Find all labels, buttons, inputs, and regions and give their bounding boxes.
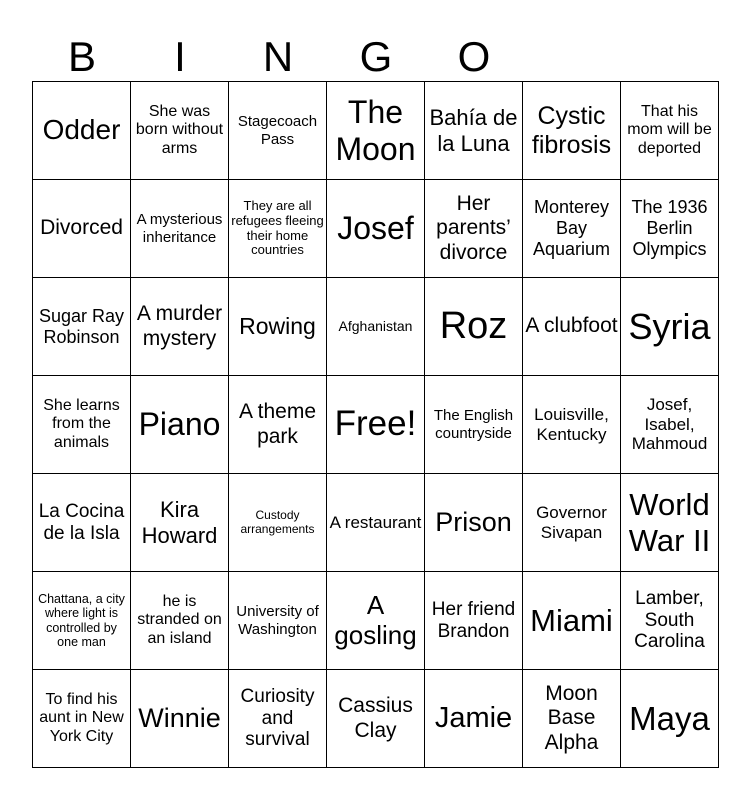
bingo-cell[interactable] bbox=[229, 180, 327, 278]
bingo-cell[interactable] bbox=[33, 572, 131, 670]
bingo-cell[interactable] bbox=[621, 572, 719, 670]
bingo-cell-label: Josef bbox=[337, 210, 414, 247]
bingo-cell-label: A theme park bbox=[238, 400, 317, 448]
bingo-cell[interactable] bbox=[425, 376, 523, 474]
bingo-cell-label: Piano bbox=[138, 406, 221, 443]
bingo-cell-label: To find his aunt in New York City bbox=[39, 690, 124, 745]
bingo-cell-label: Miami bbox=[530, 602, 613, 638]
bingo-cell-label: They are all refugees fleeing their home countries bbox=[231, 197, 324, 258]
bingo-cell-label: Stagecoach Pass bbox=[237, 113, 318, 148]
bingo-cell[interactable] bbox=[523, 670, 621, 768]
bingo-cell-label: A gosling bbox=[334, 589, 417, 650]
bingo-cell-label: Roz bbox=[439, 304, 508, 347]
bingo-cell[interactable] bbox=[131, 670, 229, 768]
bingo-cell[interactable] bbox=[229, 278, 327, 376]
bingo-cell[interactable] bbox=[131, 278, 229, 376]
bingo-header bbox=[33, 32, 719, 82]
bingo-cell-label: Maya bbox=[629, 699, 710, 737]
bingo-cell-label: Free! bbox=[334, 404, 417, 444]
bingo-cell-label: La Cocina de la Isla bbox=[38, 500, 125, 544]
bingo-cell[interactable] bbox=[33, 670, 131, 768]
bingo-cell-label: Monterey Bay Aquarium bbox=[532, 197, 611, 259]
bingo-cell-label: Cassius Clay bbox=[338, 694, 413, 742]
bingo-cell[interactable] bbox=[621, 278, 719, 376]
bingo-cell[interactable] bbox=[523, 474, 621, 572]
bingo-cell[interactable] bbox=[425, 82, 523, 180]
bingo-cell-label: World War II bbox=[628, 486, 711, 558]
bingo-grid bbox=[32, 81, 719, 768]
bingo-cell[interactable] bbox=[33, 180, 131, 278]
bingo-cell-label: Winnie bbox=[138, 702, 221, 733]
bingo-cell[interactable] bbox=[621, 180, 719, 278]
header-letter-i: I bbox=[174, 33, 186, 80]
bingo-cell[interactable] bbox=[229, 670, 327, 768]
bingo-cell[interactable] bbox=[523, 180, 621, 278]
bingo-cell-label: he is stranded on an island bbox=[137, 592, 222, 647]
bingo-cell[interactable] bbox=[327, 474, 425, 572]
bingo-cell-label: The English countryside bbox=[433, 407, 514, 442]
bingo-cell-label: Syria bbox=[628, 305, 711, 347]
bingo-cell-label: Rowing bbox=[239, 313, 316, 340]
bingo-cell[interactable] bbox=[327, 278, 425, 376]
bingo-cell[interactable] bbox=[33, 474, 131, 572]
bingo-cell[interactable] bbox=[425, 474, 523, 572]
bingo-cell[interactable] bbox=[229, 376, 327, 474]
bingo-cell[interactable] bbox=[229, 82, 327, 180]
bingo-cell-label: Governor Sivapan bbox=[536, 502, 607, 542]
bingo-cell[interactable] bbox=[327, 572, 425, 670]
bingo-cell[interactable] bbox=[327, 670, 425, 768]
header-letter-g: G bbox=[359, 33, 393, 80]
bingo-cell-label: Afghanistan bbox=[338, 318, 413, 335]
bingo-cell[interactable] bbox=[621, 376, 719, 474]
bingo-cell-label: Lamber, South Carolina bbox=[634, 587, 705, 653]
bingo-cell[interactable] bbox=[425, 670, 523, 768]
bingo-cell[interactable] bbox=[131, 376, 229, 474]
bingo-cell-label: Prison bbox=[435, 506, 512, 537]
bingo-cell-label: A murder mystery bbox=[136, 302, 223, 350]
bingo-cell[interactable] bbox=[229, 474, 327, 572]
bingo-cell[interactable] bbox=[131, 82, 229, 180]
bingo-cell-label: Her parents’ divorce bbox=[436, 192, 511, 264]
bingo-cell-label: The Moon bbox=[335, 93, 416, 167]
bingo-cell-label: University of Washington bbox=[236, 603, 319, 638]
bingo-cell[interactable] bbox=[131, 572, 229, 670]
header-letter-o: O bbox=[457, 33, 491, 80]
header-letter-n: N bbox=[262, 33, 294, 80]
bingo-cell-label: Curiosity and survival bbox=[240, 685, 315, 751]
bingo-cell[interactable] bbox=[425, 572, 523, 670]
bingo-cell-label: That his mom will be deported bbox=[627, 102, 712, 157]
bingo-cell[interactable] bbox=[33, 376, 131, 474]
bingo-cell-label: Odder bbox=[42, 114, 121, 146]
bingo-cell[interactable] bbox=[33, 82, 131, 180]
bingo-cell[interactable] bbox=[33, 278, 131, 376]
bingo-cell[interactable] bbox=[229, 572, 327, 670]
bingo-cell-label: Her friend Brandon bbox=[431, 598, 516, 642]
bingo-cell[interactable] bbox=[131, 474, 229, 572]
bingo-cell[interactable] bbox=[523, 572, 621, 670]
bingo-cell[interactable] bbox=[327, 82, 425, 180]
bingo-cell[interactable] bbox=[327, 180, 425, 278]
bingo-cell-label: Kira Howard bbox=[141, 497, 218, 548]
bingo-cell-label: Josef, Isabel, Mahmoud bbox=[631, 395, 708, 454]
bingo-cell-label: Bahía de la Luna bbox=[429, 105, 518, 156]
bingo-cell-label: A clubfoot bbox=[525, 314, 618, 338]
bingo-cell-label: She learns from the animals bbox=[43, 396, 120, 451]
bingo-cell-label: A mysterious inheritance bbox=[136, 211, 223, 246]
bingo-cell-label: Sugar Ray Robinson bbox=[38, 305, 125, 347]
bingo-cell[interactable] bbox=[131, 180, 229, 278]
bingo-cell-label: Jamie bbox=[434, 701, 513, 734]
bingo-cell-label: A restaurant bbox=[329, 512, 422, 532]
header-letter-b: B bbox=[67, 33, 96, 80]
bingo-cell[interactable] bbox=[621, 82, 719, 180]
bingo-cell-label: Chattana, a city where light is controlled by one man bbox=[38, 591, 125, 649]
bingo-cell[interactable] bbox=[425, 278, 523, 376]
bingo-cell-label: Custody arrangements bbox=[240, 507, 315, 536]
bingo-cell[interactable] bbox=[523, 82, 621, 180]
bingo-cell[interactable] bbox=[523, 278, 621, 376]
bingo-cell-label: Divorced bbox=[40, 216, 123, 240]
bingo-cell[interactable] bbox=[425, 180, 523, 278]
bingo-cell[interactable] bbox=[523, 376, 621, 474]
bingo-cell-label: The 1936 Berlin Olympics bbox=[631, 197, 708, 259]
bingo-cell[interactable] bbox=[327, 376, 425, 474]
bingo-cell-label: She was born without arms bbox=[135, 102, 224, 157]
bingo-cell-label: Louisville, Kentucky bbox=[534, 404, 609, 444]
bingo-cell[interactable] bbox=[621, 474, 719, 572]
bingo-cell-label: Cystic fibrosis bbox=[531, 101, 612, 159]
bingo-cell-label: Moon Base Alpha bbox=[544, 682, 599, 754]
bingo-cell[interactable] bbox=[621, 670, 719, 768]
